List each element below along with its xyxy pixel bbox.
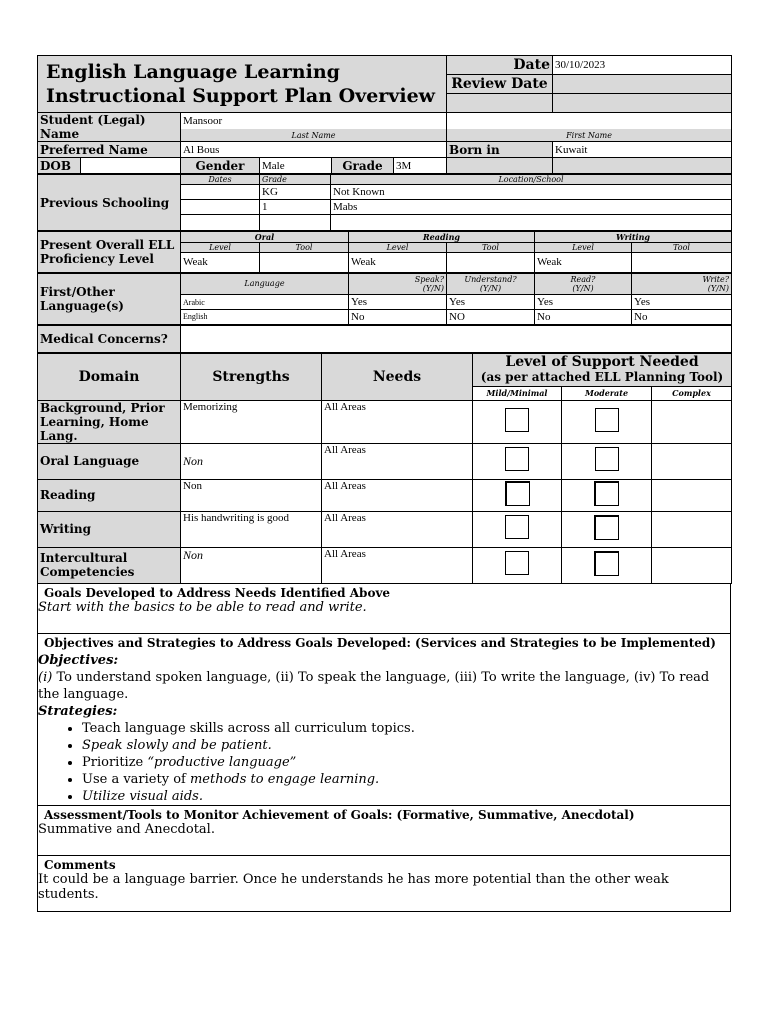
- moderate-checkbox[interactable]: [594, 481, 619, 506]
- mild-checkbox[interactable]: [505, 515, 529, 539]
- medical-concerns-label: Medical Concerns?: [38, 325, 181, 353]
- schooling-grade-field[interactable]: KG: [260, 185, 331, 200]
- goals-text[interactable]: Start with the basics to be able to read and write.: [38, 599, 367, 615]
- student-name-label: Student (Legal) Name: [38, 113, 181, 142]
- write-field[interactable]: No: [632, 310, 732, 325]
- understand-caption-text: Understand?: [464, 274, 517, 284]
- language-name-field[interactable]: English: [181, 310, 349, 325]
- moderate-checkbox[interactable]: [595, 447, 619, 471]
- strategy-text: Use a variety of: [82, 771, 190, 787]
- write-field[interactable]: Yes: [632, 295, 732, 310]
- writing-level-caption: Level: [535, 243, 632, 253]
- moderate-cell: [562, 511, 652, 547]
- complex-header: Complex: [652, 386, 732, 400]
- mild-cell: [473, 547, 562, 583]
- moderate-checkbox[interactable]: [595, 408, 619, 432]
- reading-tool-field[interactable]: [447, 253, 535, 273]
- understand-field[interactable]: NO: [447, 310, 535, 325]
- blank-cell: [553, 158, 732, 174]
- date-label: Date: [447, 56, 553, 75]
- last-name-caption: Last Name: [181, 129, 447, 141]
- strategies-label: Strategies:: [38, 703, 118, 719]
- medical-concerns-field[interactable]: [181, 325, 732, 353]
- writing-level-field[interactable]: Weak: [535, 253, 632, 273]
- dob-field[interactable]: [81, 158, 181, 174]
- needs-field[interactable]: All Areas: [322, 511, 473, 547]
- complex-cell[interactable]: [652, 511, 732, 547]
- review-date-field[interactable]: [553, 75, 732, 94]
- domain-name: [38, 443, 181, 479]
- comments-heading: Comments: [44, 857, 116, 872]
- domain-name-line1: Background, Prior: [40, 400, 165, 415]
- grade-label: Grade: [332, 158, 394, 174]
- support-header-title: Level of Support Needed: [505, 353, 699, 370]
- languages-label-line1: First/Other: [40, 284, 115, 299]
- speak-yn: (Y/N): [422, 283, 444, 293]
- schooling-location-field[interactable]: Mabs: [331, 200, 732, 215]
- moderate-header: Moderate: [562, 386, 652, 400]
- first-name-caption: First Name: [447, 129, 732, 141]
- strategy-text-italic: “productive language”: [147, 754, 297, 770]
- proficiency-label-line2: Proficiency Level: [40, 251, 154, 266]
- read-field[interactable]: No: [535, 310, 632, 325]
- header-blank-cell: [553, 94, 732, 113]
- read-yn: (Y/N): [572, 283, 594, 293]
- oral-header: Oral: [181, 231, 349, 243]
- needs-header: Needs: [322, 353, 473, 400]
- objectives-label: Objectives:: [38, 652, 119, 668]
- proficiency-label-line1: Present Overall ELL: [40, 237, 175, 252]
- write-caption: [632, 273, 732, 295]
- moderate-cell: [562, 443, 652, 479]
- writing-tool-field[interactable]: [632, 253, 732, 273]
- oral-level-caption: Level: [181, 243, 260, 253]
- reading-header: Reading: [349, 231, 535, 243]
- understand-caption: [447, 273, 535, 295]
- born-in-label: Born in: [447, 142, 553, 158]
- form-title-line2: Instructional Support Plan Overview: [46, 85, 436, 107]
- domain-header: Domain: [38, 353, 181, 400]
- language-caption: Language: [181, 273, 349, 295]
- writing-header: Writing: [535, 231, 732, 243]
- mild-checkbox[interactable]: [505, 551, 529, 575]
- moderate-cell: [562, 547, 652, 583]
- strategy-item[interactable]: • Speak slowly and be patient.: [82, 737, 730, 754]
- schooling-location-field[interactable]: [331, 215, 732, 231]
- domain-name: [38, 547, 181, 583]
- domain-name-line1: Reading: [40, 488, 96, 502]
- complex-cell[interactable]: [652, 443, 732, 479]
- assessment-section: [38, 805, 731, 855]
- ell-support-plan-form: [37, 55, 731, 912]
- read-field[interactable]: Yes: [535, 295, 632, 310]
- needs-field[interactable]: All Areas: [322, 547, 473, 583]
- domain-name-line1: Oral Language: [40, 454, 140, 468]
- read-caption-text: Read?: [570, 274, 596, 284]
- schooling-date-field[interactable]: [181, 200, 260, 215]
- objectives-section: [38, 633, 731, 805]
- objective-i-marker: (i): [38, 669, 53, 685]
- schooling-grade-field[interactable]: 1: [260, 200, 331, 215]
- mild-checkbox[interactable]: [505, 447, 529, 471]
- speak-caption: [349, 273, 447, 295]
- location-caption: Location/School: [331, 174, 732, 185]
- domain-name-line2: Competencies: [40, 565, 135, 579]
- schooling-date-field[interactable]: [181, 185, 260, 200]
- comments-section: [38, 855, 731, 911]
- speak-field[interactable]: No: [349, 310, 447, 325]
- domain-name: [38, 400, 181, 443]
- read-caption: [535, 273, 632, 295]
- strengths-header: Strengths: [181, 353, 322, 400]
- mild-checkbox[interactable]: [505, 408, 529, 432]
- writing-tool-caption: Tool: [632, 243, 732, 253]
- objective-list-text: To understand spoken language, (ii) To speak the language, (iii) To write the language, (iv) To read the language.: [38, 669, 710, 702]
- strategy-text-italic: methods to engage learning.: [189, 771, 380, 787]
- strategy-item[interactable]: [82, 754, 730, 771]
- strategy-item[interactable]: • Teach language skills across all curriculum topics.: [82, 720, 730, 737]
- previous-schooling-table: [37, 173, 732, 231]
- proficiency-table: [37, 230, 732, 353]
- complex-cell[interactable]: [652, 547, 732, 583]
- student-info-table: [37, 112, 732, 174]
- schooling-grade-field[interactable]: [260, 215, 331, 231]
- understand-yn: (Y/N): [479, 283, 502, 293]
- mild-header: Mild/Minimal: [473, 386, 562, 400]
- mild-checkbox[interactable]: [505, 481, 530, 506]
- strength-field[interactable]: Non: [181, 547, 322, 583]
- mild-cell: [473, 511, 562, 547]
- strength-field[interactable]: Memorizing: [181, 400, 322, 443]
- mild-cell: [473, 400, 562, 443]
- comments-text[interactable]: It could be a language barrier. Once he understands he has more potential than the other weak students.: [38, 871, 669, 902]
- strategies-list: [38, 720, 730, 805]
- strategy-item[interactable]: • Utilize visual aids.: [82, 788, 730, 805]
- support-header-sub: (as per attached ELL Planning Tool): [480, 369, 724, 384]
- oral-tool-field[interactable]: [260, 253, 349, 273]
- gender-field[interactable]: Male: [260, 158, 332, 174]
- preferred-name-field[interactable]: Al Bous: [181, 142, 447, 158]
- write-caption-text: Write?: [702, 274, 729, 284]
- moderate-checkbox[interactable]: [594, 515, 619, 540]
- understand-field[interactable]: Yes: [447, 295, 535, 310]
- form-title-line1: English Language Learning: [46, 61, 340, 83]
- proficiency-label: [38, 231, 181, 273]
- domain-name-line2: Learning, Home Lang.: [40, 414, 149, 443]
- domain-name: [38, 511, 181, 547]
- reading-level-caption: Level: [349, 243, 447, 253]
- preferred-name-label: Preferred Name: [38, 142, 181, 158]
- header-blank-cell: [447, 94, 553, 113]
- objectives-text[interactable]: [38, 669, 730, 703]
- domains-table: [37, 352, 732, 584]
- date-field[interactable]: 30/10/2023: [553, 56, 732, 75]
- speak-caption-text: Speak?: [414, 274, 444, 284]
- strength-field[interactable]: Non: [181, 479, 322, 511]
- gender-label: Gender: [181, 158, 260, 174]
- objectives-heading: Objectives and Strategies to Address Goals Developed: (Services and Strategies to be Implemented): [44, 635, 716, 650]
- complex-cell[interactable]: [652, 400, 732, 443]
- complex-cell[interactable]: [652, 479, 732, 511]
- goals-section: [38, 583, 731, 633]
- speak-field[interactable]: Yes: [349, 295, 447, 310]
- dob-label: DOB: [38, 158, 81, 174]
- support-header: [473, 353, 732, 386]
- schooling-date-field[interactable]: [181, 215, 260, 231]
- needs-field[interactable]: All Areas: [322, 400, 473, 443]
- header-table: [37, 55, 732, 113]
- grade-caption: Grade: [260, 174, 331, 185]
- domain-name-line1: Writing: [40, 522, 92, 536]
- born-in-field[interactable]: Kuwait: [553, 142, 732, 158]
- language-name-field[interactable]: Arabic: [181, 295, 349, 310]
- needs-field[interactable]: All Areas: [322, 443, 473, 479]
- mild-cell: [473, 443, 562, 479]
- blank-cell: [447, 158, 553, 174]
- moderate-cell: [562, 400, 652, 443]
- plan-sections-table: [37, 583, 731, 912]
- schooling-location-field[interactable]: Not Known: [331, 185, 732, 200]
- moderate-checkbox[interactable]: [594, 551, 619, 576]
- assessment-text[interactable]: Summative and Anecdotal.: [38, 821, 215, 837]
- languages-label: [38, 273, 181, 325]
- form-title: [38, 56, 447, 113]
- mild-cell: [473, 479, 562, 511]
- reading-tool-caption: Tool: [447, 243, 535, 253]
- reading-level-field[interactable]: Weak: [349, 253, 447, 273]
- grade-field[interactable]: 3M: [394, 158, 447, 174]
- moderate-cell: [562, 479, 652, 511]
- first-name-field[interactable]: [447, 113, 732, 130]
- oral-level-field[interactable]: Weak: [181, 253, 260, 273]
- previous-schooling-label: Previous Schooling: [38, 174, 181, 231]
- strength-field[interactable]: His handwriting is good: [181, 511, 322, 547]
- oral-tool-caption: Tool: [260, 243, 349, 253]
- needs-field[interactable]: All Areas: [322, 479, 473, 511]
- review-date-label: Review Date: [447, 75, 553, 94]
- write-yn: (Y/N): [707, 283, 729, 293]
- last-name-field[interactable]: Mansoor: [181, 113, 447, 130]
- strategy-item[interactable]: [82, 771, 730, 788]
- domain-name: [38, 479, 181, 511]
- languages-label-line2: Language(s): [40, 298, 124, 313]
- strength-field[interactable]: Non: [181, 443, 322, 479]
- domain-name-line1: Intercultural: [40, 551, 128, 565]
- assessment-heading: Assessment/Tools to Monitor Achievement of Goals: (Formative, Summative, Anecdotal): [44, 807, 635, 822]
- strategy-text: Prioritize: [82, 754, 148, 770]
- dates-caption: Dates: [181, 174, 260, 185]
- goals-heading: Goals Developed to Address Needs Identified Above: [44, 585, 391, 600]
